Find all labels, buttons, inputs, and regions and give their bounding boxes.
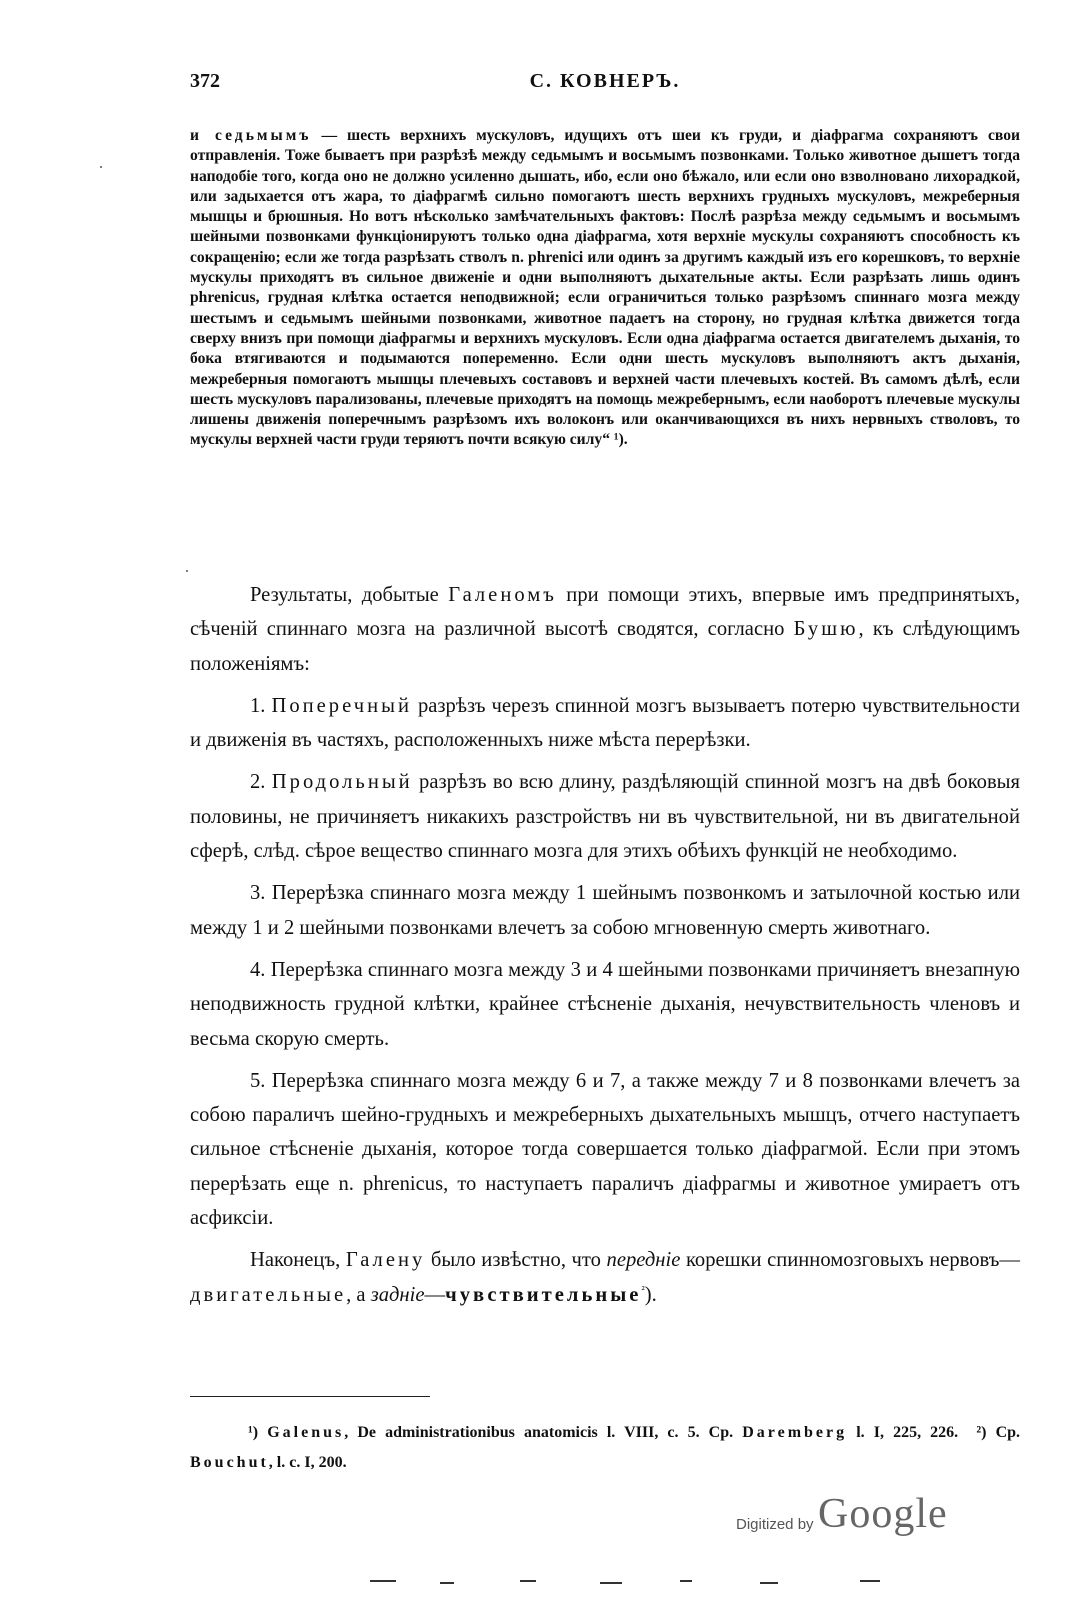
footnote-2-author: Bouchut bbox=[190, 1454, 269, 1471]
scan-mark bbox=[860, 1580, 880, 1582]
footnotes bbox=[190, 1418, 1020, 1478]
intro-text-a: Результаты, добытые bbox=[250, 584, 449, 606]
running-head: С. КОВНЕРЪ. bbox=[529, 70, 681, 92]
quote-text: — шесть верхнихъ мускуловъ, идущихъ отъ шеи къ груди, и діафрагма сохраняютъ свои отправленія. Тоже бываетъ при разрѣзѣ между седьмымъ и восьмымъ позвонками. Только животное дышетъ тогда наподобіе того, когда оно не должно усиленно дышать, ибо, если оно бѣжало, или если оно взволновано лихорадкой, или задыхается отъ жара, то діафрагмѣ сильно помогаютъ шесть верхнихъ грудныхъ мускуловъ, межреберныя мышцы и брюшныя. Но вотъ нѣсколько замѣчательныхъ фактовъ: Послѣ разрѣза между седьмымъ и восьмымъ шейными позвонками функціонируютъ только одна діафрагма, хотя верхніе мускулы сохраняютъ способность къ сокращенію; если же тогда разрѣзать стволъ n. phrenici или одинъ за другимъ каждый изъ его корешковъ, то верхніе мускулы приходятъ въ сильное движеніе и одни выполняютъ дыхательные акты. Если разрѣзать лишь одинъ phrenicus, грудная клѣтка остается неподвижной; если ограничиться только разрѣзомъ спиннаго мозга между шестымъ и седьмымъ шейными позвонками, животное падаетъ на сторону, но грудная клѣтка движется тогда сверху внизъ при помощи діафрагмы и верхнихъ мускуловъ. Если одна діафрагма остается двигателемъ дыханія, то бока втягиваются и подымаются попеременно. Если одни шесть мускуловъ выполняютъ актъ дыханія, межреберныя помогаютъ мышцы плечевыхъ составовъ и верхней части плечевыхъ костей. Въ самомъ дѣлѣ, если шесть мускуловъ парализованы, плечевые приходятъ на помощь межребернымъ, если наоборотъ плечевые мускулы лишены движенія поперечнымъ разрѣзомъ ихъ волоконъ или оканчивающихся въ нихъ нервныхъ стволовъ, то мускулы верхней части груди теряютъ почти всякую силу“ ¹). bbox=[190, 127, 1020, 449]
quote-paragraph bbox=[190, 126, 1020, 451]
scan-speck bbox=[100, 166, 102, 168]
intro-text-b: при помощи этихъ, впервые имъ предпринятыхъ, сѣченій спиннаго мозга на различной высотѣ сводятся, согласно bbox=[190, 584, 1020, 641]
final-text-c: корешки спинномозговыхъ нервовъ— bbox=[680, 1249, 1020, 1272]
page-number: 372 bbox=[190, 70, 220, 92]
footnote-2-pre: Ср. bbox=[995, 1424, 1021, 1441]
scan-mark bbox=[600, 1582, 622, 1584]
italic-back: задніе bbox=[370, 1283, 425, 1306]
list-item-3: 3. Перерѣзка спиннаго мозга между 1 шейнымъ позвонкомъ и затылочной костью или между 1 и 2 шейными позвонками влечетъ за собою мгновенную смерть животнаго. bbox=[190, 882, 1020, 939]
footnote-1-author: Galenus bbox=[267, 1424, 345, 1441]
final-text-a: Наконецъ, bbox=[250, 1249, 346, 1272]
footnote-1-text: , De administrationibus anatomicis l. VIII, c. 5. Ср. bbox=[344, 1424, 743, 1441]
name-galen: Галеномъ bbox=[448, 584, 557, 606]
name-galen-dative: Галену bbox=[345, 1249, 426, 1272]
list-item-1 bbox=[190, 689, 1020, 758]
google-digitized-watermark bbox=[736, 1490, 976, 1550]
final-paragraph bbox=[190, 1243, 1020, 1312]
scan-mark bbox=[370, 1580, 396, 1582]
intro-paragraph bbox=[190, 578, 1020, 681]
scan-mark bbox=[680, 1580, 692, 1582]
scan-speck bbox=[186, 570, 188, 572]
spaced-term: Поперечный bbox=[271, 694, 412, 717]
item-text: разрѣзъ во всю длину, раздѣляющій спинной мозгъ на двѣ боковыя половины, не причиняетъ никакихъ разстройствъ ни въ чувствительной, ни въ двигательной сферѣ, слѣд. сѣрое вещество спиннаго мозга для этихъ обѣихъ функцій не необходимо. bbox=[190, 771, 1020, 863]
watermark-prefix: Digitized by bbox=[736, 1516, 814, 1533]
footnote-1-text2: l. I, 225, 226. bbox=[847, 1424, 959, 1441]
final-dash: — bbox=[424, 1283, 446, 1306]
list-item-5: 5. Перерѣзка спиннаго мозга между 6 и 7, а также между 7 и 8 позвонками влечетъ за собою параличъ шейно-грудныхъ и межреберныхъ дыхательныхъ мышцъ, отчего наступаетъ сильное стѣсненіе дыханія, которое тогда совершается только діафрагмой. Если при этомъ перерѣзать еще n. phrenicus, то наступаетъ параличъ діафрагмы и животное умираетъ отъ асфиксіи. bbox=[190, 1069, 1020, 1230]
footnote-2-text: , l. c. I, 200. bbox=[268, 1454, 347, 1471]
spaced-term: Продольный bbox=[271, 771, 413, 794]
final-text-f: ). bbox=[644, 1283, 657, 1306]
footnote-block bbox=[190, 1418, 1020, 1478]
spaced-sensory: чувствительные bbox=[445, 1283, 642, 1306]
name-bush: Бушю bbox=[793, 618, 859, 641]
spaced-motor: двигательные bbox=[190, 1283, 347, 1306]
final-text-b: было извѣстно, что bbox=[425, 1249, 607, 1272]
footnote-1-author2: Daremberg bbox=[742, 1424, 848, 1441]
item-text: разрѣзъ черезъ спинной мозгъ вызываетъ потерю чувствительности и движенія въ частяхъ, расположенныхъ ниже мѣста перерѣзки. bbox=[190, 694, 1021, 752]
intro-text-c: , къ слѣдующимъ положеніямъ: bbox=[190, 618, 1020, 675]
final-text-d: , а bbox=[346, 1283, 371, 1306]
item-number: 1. bbox=[250, 694, 272, 717]
page-header bbox=[190, 70, 1020, 96]
quoted-passage bbox=[190, 126, 1020, 451]
footnote-2-mark: ²) bbox=[976, 1424, 996, 1441]
scan-mark bbox=[520, 1580, 536, 1582]
list-item-2 bbox=[190, 765, 1020, 868]
footnote-1-mark: ¹) bbox=[248, 1424, 268, 1441]
main-text bbox=[190, 578, 1020, 1320]
scan-mark bbox=[760, 1582, 778, 1584]
list-item-4: 4. Перерѣзка спиннаго мозга между 3 и 4 шейными позвонками причиняетъ внезапную неподвижность грудной клѣтки, крайнее стѣсненіе дыханія, нечувствительность членовъ и весьма скорую смерть. bbox=[190, 958, 1020, 1050]
footnote-divider bbox=[190, 1396, 430, 1397]
item-number: 2. bbox=[250, 771, 272, 794]
italic-front: передніе bbox=[606, 1249, 681, 1272]
footnote-ref-2: ² bbox=[641, 1283, 645, 1296]
scan-mark bbox=[440, 1582, 454, 1584]
quote-opening: и седьмымъ bbox=[190, 127, 312, 144]
google-logo: Google bbox=[818, 1491, 948, 1537]
